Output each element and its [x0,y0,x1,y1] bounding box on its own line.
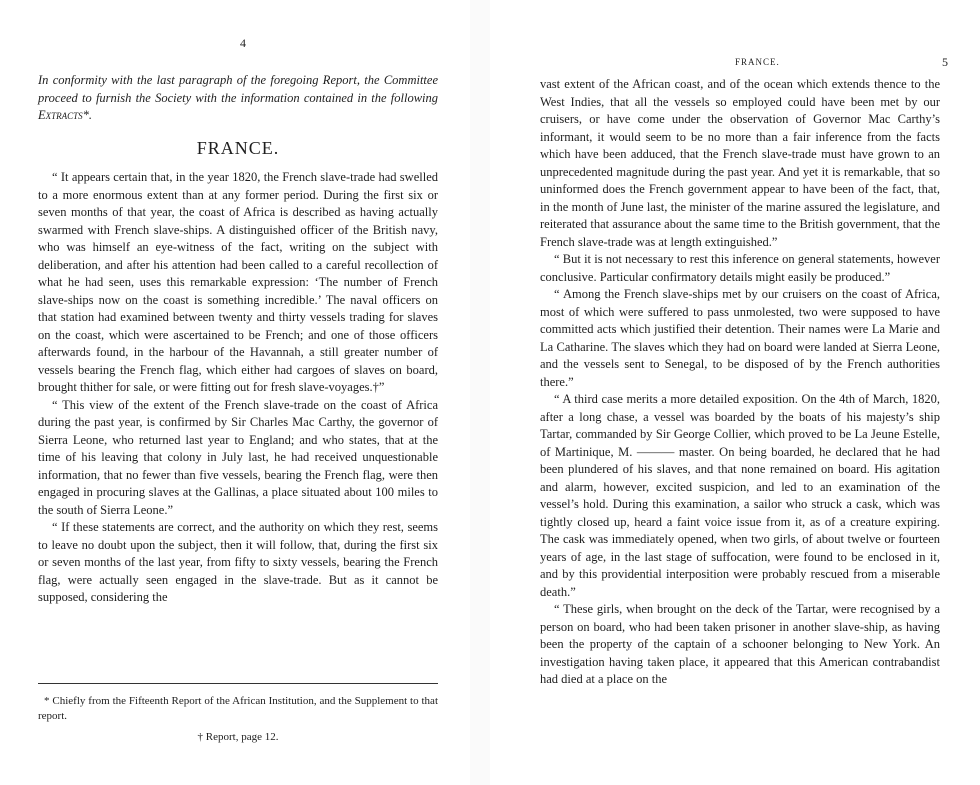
footnote-rule [38,683,438,684]
section-heading: FRANCE. [196,137,280,158]
left-page [0,0,470,785]
running-head: FRANCE. [735,57,780,67]
right-text-column [540,76,940,689]
right-paragraph-3: “ Among the French slave-ships met by our cruisers on the coast of Africa, most of which were suffered to pass unmolested, two were supposed to have committed acts which justified their detention. Their names were La Marie and La Catharine. The slaves which they had on board were landed at Sierra Leone, and the vessels sent to Senegal, to be disposed of by the French authorities there.” [540,287,940,389]
right-paragraph-1: vast extent of the African coast, and of the ocean which extends thence to the West Indies, that all the vessels so employed could have been met by our cruisers, or have come under the observation of Governor Mac Carthy’s informant, it would seem to be no more than a fair inference from the facts which have been adduced, that the French slave-trade must have grown to an unprecedented magnitude during the past year. And yet it is remarkable, that so uninformed does the French government appear to have been of the fact, that, in the month of June last, the minister of the marine assured the legislature, and reiterated that assurance about the same time to the British government, that the French slave-trade was at length extinguished.” [540,77,940,249]
left-paragraph-1: “ It appears certain that, in the year 1820, the French slave-trade had swelled to a more enormous extent than at any former period. During the first six or seven months of that year, the coast of Africa is described as having actually swarmed with French slave-ships. A distinguished officer of the British navy, who was himself an eye-witness of the fact, writing on the subject with deliberation, and after his attention had been called to a careful recollection of what he had seen, uses this remarkable expression: ‘The number of French slave-ships now on the coast is something incredible.’ The naval officers on that station had examined between twenty and thirty vessels trading for slaves on the coast, which were ascertained to be French; and one of those officers afterwards found, in the harbour of the Havannah, a still greater number of vessels bearing the French flag, which either had cargoes of slaves on board, brought thither for sale, or were fitting out for fresh slave-voyages.†” [38,170,438,394]
page-gutter [470,0,490,785]
intro-text: In conformity with the last paragraph of the foregoing Report, the Committee proceed to furnish the Society with the information contained in the following [38,73,438,105]
right-paragraph-2: “ But it is not necessary to rest this inference on general statements, however conclusive. Particular confirmatory details might easily be produced.” [540,252,940,284]
right-paragraph-5: “ These girls, when brought on the deck of the Tartar, were recognised by a person on board, who had been taken prisoner in another slave-ship, as having been the property of the captain of a schooner belonging to New York. An investigation having taken place, it appeared that this American contrabandist had died at a place on the [540,602,940,686]
intro-paragraph [38,72,438,125]
page-number-right: 5 [942,55,948,69]
left-paragraph-3: “ If these statements are correct, and the authority on which they rest, seems to leave no doubt upon the subject, then it will follow, that, during the first six or seven months of the last year, from fifty to sixty vessels, bearing the French flag, were actually seen engaged in the slave-trade. But as it cannot be supposed, considering the [38,520,438,604]
left-paragraph-2: “ This view of the extent of the French slave-trade on the coast of Africa during the past year, is confirmed by Sir Charles Mac Carthy, the governor of Sierra Leone, who returned last year to England; and who states, that at the time of his leaving that colony in July last, he had received unquestionable information, that no fewer than five vessels, bearing the French flag, were then engaged in procuring slaves at the Gallinas, a place situated about 100 miles to the south of Sierra Leone.” [38,397,438,517]
footnotes [38,694,438,745]
left-text-column [38,72,438,607]
intro-extracts: Extracts*. [38,108,93,122]
footnote-2: † Report, page 12. [197,731,279,743]
right-page [490,0,980,785]
footnote-1: * Chiefly from the Fifteenth Report of the African Institution, and the Supplement to that report. [38,695,438,722]
right-paragraph-4: “ A third case merits a more detailed exposition. On the 4th of March, 1820, after a long chase, a vessel was boarded by the boats of his majesty’s ship Tartar, commanded by Sir George Collier, which proved to be La Jeune Estelle, of Martinique, M. ——— master. On being boarded, he declared that he had been plundered of his slaves, and that none remained on board. His agitation and alarm, however, excited suspicion, and led to an examination of the vessel’s hold. During this examination, a sailor who struck a cask, which was tightly closed up, heard a faint voice issue from it, as of a creature expiring. The cask was immediately opened, when two girls, of about twelve or fourteen years of age, in the last stage of suffocation, were found to be enclosed in it, and by this providential interposition were probably rescued from a miserable death.” [540,392,940,599]
page-number-left: 4 [240,36,246,50]
